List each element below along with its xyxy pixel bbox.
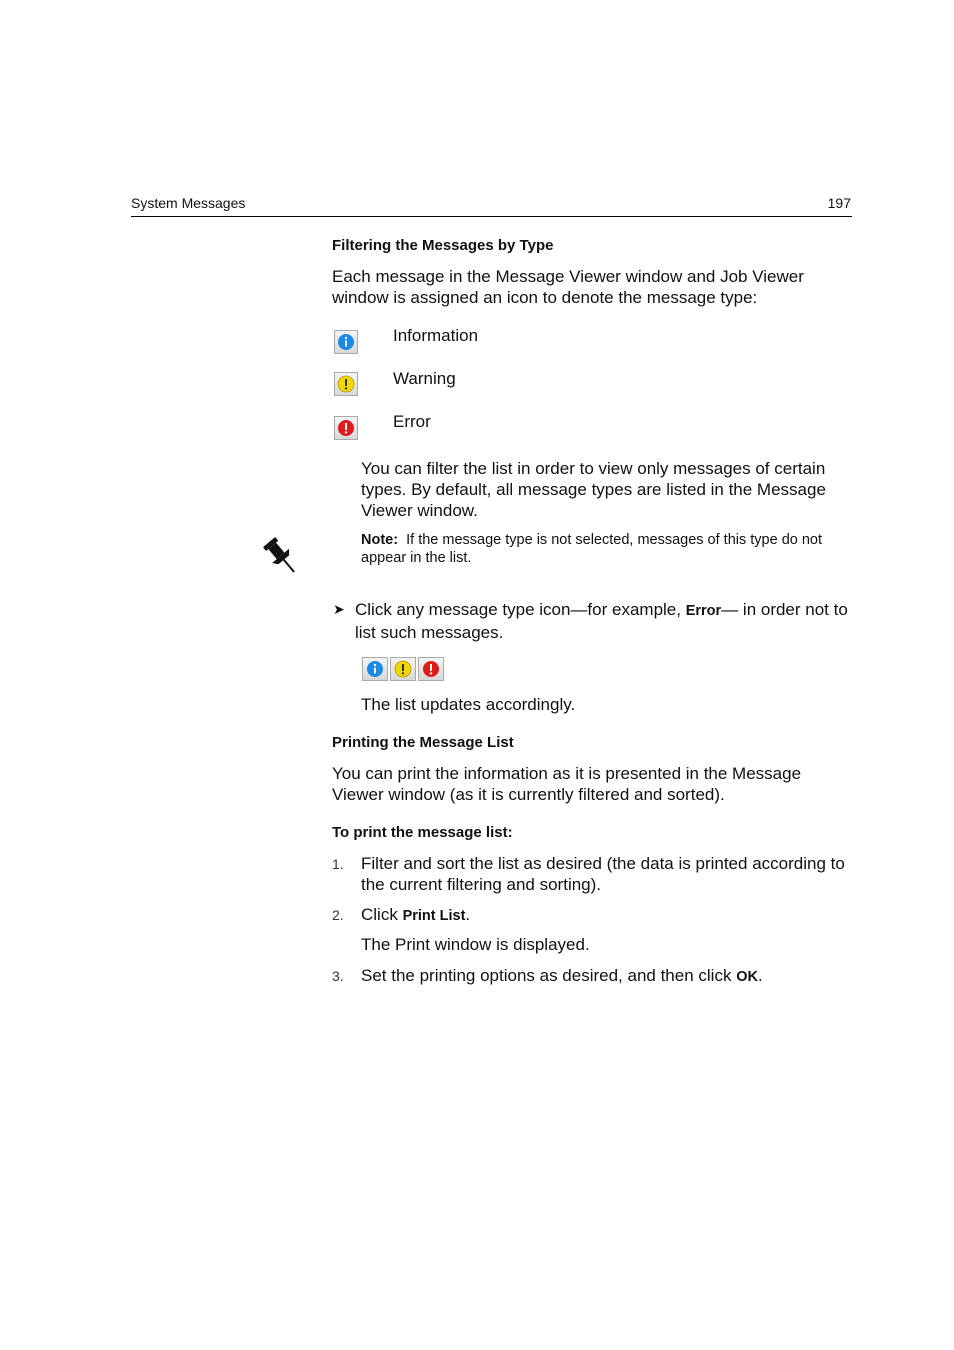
information-icon: [334, 330, 358, 354]
error-filter-icon[interactable]: [418, 657, 444, 681]
print-list-ui-label: Print List: [402, 908, 466, 924]
step-2-text: [361, 904, 470, 927]
click-step: [355, 599, 853, 643]
step-2-post: .: [465, 905, 471, 924]
warning-icon: [334, 372, 358, 396]
step-2-pre: Click: [361, 905, 398, 924]
filter-description: You can filter the list in order to view only messages of certain types. By default, all message types are listed in the Message Viewer window.: [361, 459, 826, 520]
filtering-intro: Each message in the Message Viewer window and Job Viewer window is assigned an icon to denote the message type:: [332, 267, 804, 307]
printing-intro: You can print the information as it is presented in the Message Viewer window (as it is currently filtered and sorted).: [332, 764, 802, 804]
click-step-text: Click any message type icon—for example,: [355, 600, 681, 619]
list-updates-result: The list updates accordingly.: [361, 695, 576, 714]
procedure-heading: To print the message list:: [332, 824, 513, 841]
warning-filter-icon[interactable]: [390, 657, 416, 681]
step-2-result: The Print window is displayed.: [361, 935, 590, 954]
legend-label-error: Error: [393, 412, 431, 431]
error-ui-label: Error: [685, 603, 722, 619]
step-3-text: [361, 965, 763, 988]
running-header-section: System Messages: [131, 195, 246, 211]
filtering-heading: Filtering the Messages by Type: [332, 237, 554, 254]
ok-ui-label: OK: [736, 969, 758, 985]
legend-label-information: Information: [393, 326, 479, 345]
message-type-toolbar: [362, 657, 444, 681]
note-label: Note:: [361, 532, 399, 548]
header-divider: [131, 216, 852, 217]
step-3-post: .: [757, 966, 763, 985]
error-icon: [334, 416, 358, 440]
step-2-number: 2.: [332, 907, 344, 923]
legend-label-warning: Warning: [393, 369, 456, 388]
step-3-pre: Set the printing options as desired, and then click: [361, 966, 732, 985]
note-text: If the message type is not selected, messages of this type do not appear in the list.: [361, 532, 823, 566]
printing-heading: Printing the Message List: [332, 734, 514, 751]
click-step-text-end: — in order not to list such messages.: [355, 600, 848, 642]
note: [361, 531, 853, 567]
information-filter-icon[interactable]: [362, 657, 388, 681]
step-1-text: Filter and sort the list as desired (the data is printed according to the current filtering and sorting).: [361, 854, 845, 894]
step-arrow-icon: ➤: [333, 601, 345, 617]
step-3-number: 3.: [332, 968, 344, 984]
page-number: 197: [827, 195, 851, 211]
pushpin-icon: [262, 534, 306, 585]
step-1-number: 1.: [332, 856, 344, 872]
